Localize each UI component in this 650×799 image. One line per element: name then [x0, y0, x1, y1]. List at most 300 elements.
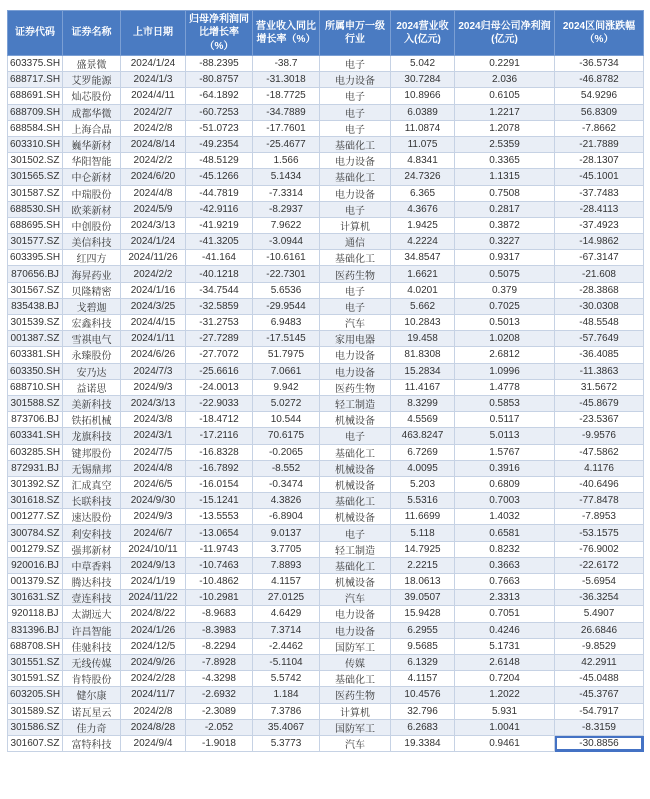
cell[interactable]: 汽车	[320, 590, 391, 606]
cell[interactable]: 463.8247	[391, 428, 455, 444]
cell[interactable]: -8.2294	[186, 638, 253, 654]
cell[interactable]: 安乃达	[63, 363, 121, 379]
cell[interactable]: 11.075	[391, 136, 455, 152]
cell[interactable]: 2024/1/11	[121, 331, 186, 347]
cell[interactable]: 电子	[320, 88, 391, 104]
cell[interactable]: 电子	[320, 282, 391, 298]
cell[interactable]: 2024/3/8	[121, 412, 186, 428]
cell[interactable]: 基础化工	[320, 250, 391, 266]
cell[interactable]: 56.8309	[555, 104, 644, 120]
cell[interactable]: -4.3298	[186, 671, 253, 687]
cell[interactable]: -2.052	[186, 719, 253, 735]
cell[interactable]: 0.2817	[455, 201, 555, 217]
cell[interactable]: 11.6699	[391, 509, 455, 525]
cell[interactable]: 2024/3/25	[121, 298, 186, 314]
cell[interactable]: 301502.SZ	[8, 153, 63, 169]
cell[interactable]: -67.3147	[555, 250, 644, 266]
cell[interactable]: 电力设备	[320, 622, 391, 638]
column-header-7[interactable]: 2024归母公司净利润(亿元)	[455, 11, 555, 56]
cell[interactable]: 2024/6/20	[121, 169, 186, 185]
cell[interactable]: 2024/4/8	[121, 460, 186, 476]
cell[interactable]: 688717.SH	[8, 72, 63, 88]
cell[interactable]: 富特科技	[63, 735, 121, 751]
cell[interactable]: 电力设备	[320, 185, 391, 201]
cell[interactable]: 6.1329	[391, 654, 455, 670]
cell[interactable]: 电力设备	[320, 347, 391, 363]
cell[interactable]: 26.6846	[555, 622, 644, 638]
cell[interactable]: 1.0041	[455, 719, 555, 735]
cell[interactable]: -37.4923	[555, 217, 644, 233]
cell[interactable]: 14.7925	[391, 541, 455, 557]
cell[interactable]: 电力设备	[320, 72, 391, 88]
cell[interactable]: 电子	[320, 56, 391, 72]
cell[interactable]: 603341.SH	[8, 428, 63, 444]
cell[interactable]: 2.2215	[391, 557, 455, 573]
cell[interactable]: -3.0944	[253, 234, 320, 250]
cell[interactable]: 9.942	[253, 379, 320, 395]
cell[interactable]: -30.0308	[555, 298, 644, 314]
cell[interactable]: -38.7	[253, 56, 320, 72]
cell[interactable]: 301631.SZ	[8, 590, 63, 606]
cell[interactable]: -27.7289	[186, 331, 253, 347]
cell[interactable]: 4.2224	[391, 234, 455, 250]
cell[interactable]: -80.8757	[186, 72, 253, 88]
cell[interactable]: -1.9018	[186, 735, 253, 751]
cell[interactable]: 佳力奇	[63, 719, 121, 735]
cell[interactable]: 0.5853	[455, 395, 555, 411]
cell[interactable]: 0.7508	[455, 185, 555, 201]
cell[interactable]: -8.2937	[253, 201, 320, 217]
cell[interactable]: -37.7483	[555, 185, 644, 201]
cell[interactable]: 2.5359	[455, 136, 555, 152]
cell[interactable]: -8.552	[253, 460, 320, 476]
cell[interactable]: 11.4167	[391, 379, 455, 395]
cell[interactable]: 9.5685	[391, 638, 455, 654]
cell[interactable]: 电子	[320, 120, 391, 136]
cell[interactable]: 2024/12/5	[121, 638, 186, 654]
cell[interactable]: 上海合晶	[63, 120, 121, 136]
cell[interactable]: -14.9862	[555, 234, 644, 250]
cell[interactable]: 2024/7/5	[121, 444, 186, 460]
cell[interactable]: -18.7725	[253, 88, 320, 104]
column-header-3[interactable]: 归母净利润同比增长率（%）	[186, 11, 253, 56]
cell[interactable]: 0.3365	[455, 153, 555, 169]
cell[interactable]: 1.9425	[391, 217, 455, 233]
cell[interactable]: 39.0507	[391, 590, 455, 606]
cell[interactable]: 2024/8/22	[121, 606, 186, 622]
cell[interactable]: 10.544	[253, 412, 320, 428]
cell[interactable]: 健尔康	[63, 687, 121, 703]
cell[interactable]: 873706.BJ	[8, 412, 63, 428]
cell[interactable]: 速达股份	[63, 509, 121, 525]
cell[interactable]: 2024/9/13	[121, 557, 186, 573]
cell[interactable]: 艾罗能源	[63, 72, 121, 88]
cell[interactable]: -28.4113	[555, 201, 644, 217]
cell[interactable]: 基础化工	[320, 444, 391, 460]
cell[interactable]: 7.9622	[253, 217, 320, 233]
cell[interactable]: 强邦新材	[63, 541, 121, 557]
cell[interactable]: -7.8662	[555, 120, 644, 136]
cell[interactable]: 10.8966	[391, 88, 455, 104]
cell[interactable]: -11.9743	[186, 541, 253, 557]
cell[interactable]: 2024/6/5	[121, 476, 186, 492]
cell[interactable]: 301586.SZ	[8, 719, 63, 735]
cell[interactable]: 2024/1/16	[121, 282, 186, 298]
cell[interactable]: 1.4778	[455, 379, 555, 395]
cell[interactable]: 0.3916	[455, 460, 555, 476]
cell[interactable]: 688695.SH	[8, 217, 63, 233]
cell[interactable]: 2024/8/28	[121, 719, 186, 735]
cell[interactable]: 301618.SZ	[8, 493, 63, 509]
cell[interactable]: 6.7269	[391, 444, 455, 460]
cell[interactable]: 1.6621	[391, 266, 455, 282]
cell[interactable]: -2.6932	[186, 687, 253, 703]
cell[interactable]: 0.7663	[455, 574, 555, 590]
cell[interactable]: 6.2683	[391, 719, 455, 735]
cell[interactable]: -32.5859	[186, 298, 253, 314]
cell[interactable]: -53.1575	[555, 525, 644, 541]
cell[interactable]: -17.2116	[186, 428, 253, 444]
cell[interactable]: 19.3384	[391, 735, 455, 751]
cell[interactable]: -13.5553	[186, 509, 253, 525]
cell[interactable]: -23.5367	[555, 412, 644, 428]
cell[interactable]: 铁拓机械	[63, 412, 121, 428]
cell[interactable]: 301591.SZ	[8, 671, 63, 687]
cell[interactable]: 27.0125	[253, 590, 320, 606]
cell[interactable]: 603395.SH	[8, 250, 63, 266]
cell[interactable]: -45.1001	[555, 169, 644, 185]
cell[interactable]: 电力设备	[320, 606, 391, 622]
cell[interactable]: 2024/1/3	[121, 72, 186, 88]
cell[interactable]: -25.4677	[253, 136, 320, 152]
cell[interactable]: 1.1315	[455, 169, 555, 185]
cell[interactable]: 长联科技	[63, 493, 121, 509]
cell[interactable]: 基础化工	[320, 493, 391, 509]
cell[interactable]: 电力设备	[320, 363, 391, 379]
cell[interactable]: 7.8893	[253, 557, 320, 573]
cell[interactable]: 佳驰科技	[63, 638, 121, 654]
cell[interactable]: -6.8904	[253, 509, 320, 525]
cell[interactable]: 电子	[320, 201, 391, 217]
cell[interactable]: 利安科技	[63, 525, 121, 541]
cell[interactable]: 欧莱新材	[63, 201, 121, 217]
cell[interactable]: 31.5672	[555, 379, 644, 395]
cell[interactable]: 计算机	[320, 703, 391, 719]
column-header-8[interactable]: 2024区间涨跌幅（%）	[555, 11, 644, 56]
column-header-5[interactable]: 所属申万一级行业	[320, 11, 391, 56]
cell[interactable]: -21.608	[555, 266, 644, 282]
cell[interactable]: 2024/4/8	[121, 185, 186, 201]
cell[interactable]: 2024/11/7	[121, 687, 186, 703]
cell[interactable]: 2024/8/14	[121, 136, 186, 152]
cell[interactable]: 2024/2/28	[121, 671, 186, 687]
cell[interactable]: 301587.SZ	[8, 185, 63, 201]
cell[interactable]: 雪祺电气	[63, 331, 121, 347]
cell[interactable]: -18.4712	[186, 412, 253, 428]
cell[interactable]: 0.5013	[455, 315, 555, 331]
cell[interactable]: 0.3663	[455, 557, 555, 573]
cell[interactable]: 家用电器	[320, 331, 391, 347]
cell[interactable]: 医药生物	[320, 687, 391, 703]
cell[interactable]: 0.7051	[455, 606, 555, 622]
cell[interactable]: -0.3474	[253, 476, 320, 492]
cell[interactable]: 通信	[320, 234, 391, 250]
cell[interactable]: -28.3868	[555, 282, 644, 298]
cell[interactable]: 2024/11/22	[121, 590, 186, 606]
cell[interactable]: 920118.BJ	[8, 606, 63, 622]
cell[interactable]: 2024/2/8	[121, 120, 186, 136]
cell[interactable]: 5.5316	[391, 493, 455, 509]
cell[interactable]: 电力设备	[320, 153, 391, 169]
cell[interactable]: 0.2291	[455, 56, 555, 72]
cell[interactable]: 汇成真空	[63, 476, 121, 492]
cell[interactable]: 1.566	[253, 153, 320, 169]
cell[interactable]: 巍华新材	[63, 136, 121, 152]
cell[interactable]: -8.3983	[186, 622, 253, 638]
cell[interactable]: 电子	[320, 428, 391, 444]
cell[interactable]: -22.7301	[253, 266, 320, 282]
cell[interactable]: -5.6954	[555, 574, 644, 590]
cell[interactable]: 0.6581	[455, 525, 555, 541]
cell[interactable]: -2.4462	[253, 638, 320, 654]
cell[interactable]: 诺瓦星云	[63, 703, 121, 719]
cell[interactable]: 红四方	[63, 250, 121, 266]
cell[interactable]: 603381.SH	[8, 347, 63, 363]
cell[interactable]: 2024/7/3	[121, 363, 186, 379]
cell[interactable]: -51.0723	[186, 120, 253, 136]
cell[interactable]: -36.5734	[555, 56, 644, 72]
cell[interactable]: 2024/9/30	[121, 493, 186, 509]
cell[interactable]: 4.1176	[555, 460, 644, 476]
cell[interactable]: 870656.BJ	[8, 266, 63, 282]
cell[interactable]: 2024/1/24	[121, 234, 186, 250]
cell[interactable]: 7.3714	[253, 622, 320, 638]
cell[interactable]: -10.4862	[186, 574, 253, 590]
column-header-4[interactable]: 营业收入同比增长率（%）	[253, 11, 320, 56]
cell[interactable]: -31.3018	[253, 72, 320, 88]
cell[interactable]: 贝隆精密	[63, 282, 121, 298]
cell[interactable]: 5.5742	[253, 671, 320, 687]
cell[interactable]: 2024/3/13	[121, 217, 186, 233]
cell[interactable]: -9.8529	[555, 638, 644, 654]
cell[interactable]: -45.3767	[555, 687, 644, 703]
cell[interactable]: -57.7649	[555, 331, 644, 347]
cell[interactable]: -8.3159	[555, 719, 644, 735]
cell[interactable]: 电子	[320, 104, 391, 120]
cell[interactable]: 太湖远大	[63, 606, 121, 622]
cell[interactable]: 0.6809	[455, 476, 555, 492]
cell[interactable]: -41.164	[186, 250, 253, 266]
cell[interactable]: 2024/1/26	[121, 622, 186, 638]
cell[interactable]: -88.2395	[186, 56, 253, 72]
cell[interactable]: 0.7003	[455, 493, 555, 509]
cell[interactable]: 机械设备	[320, 412, 391, 428]
cell[interactable]: 6.2955	[391, 622, 455, 638]
cell[interactable]: 1.2078	[455, 120, 555, 136]
cell[interactable]: -64.1892	[186, 88, 253, 104]
cell[interactable]: -29.9544	[253, 298, 320, 314]
cell[interactable]: 2024/6/7	[121, 525, 186, 541]
cell[interactable]: 603310.SH	[8, 136, 63, 152]
cell[interactable]: 001387.SZ	[8, 331, 63, 347]
cell[interactable]: 计算机	[320, 217, 391, 233]
cell[interactable]: -76.9002	[555, 541, 644, 557]
cell[interactable]: -16.8328	[186, 444, 253, 460]
cell[interactable]: -24.0013	[186, 379, 253, 395]
cell[interactable]: -31.2753	[186, 315, 253, 331]
cell[interactable]: 益诺思	[63, 379, 121, 395]
cell[interactable]: 5.203	[391, 476, 455, 492]
cell[interactable]: 603285.SH	[8, 444, 63, 460]
cell[interactable]: 18.0613	[391, 574, 455, 590]
cell[interactable]: 34.8547	[391, 250, 455, 266]
cell[interactable]: 603375.SH	[8, 56, 63, 72]
cell[interactable]: -17.5145	[253, 331, 320, 347]
cell[interactable]: 301577.SZ	[8, 234, 63, 250]
cell[interactable]: 54.9296	[555, 88, 644, 104]
cell[interactable]: -10.7463	[186, 557, 253, 573]
cell[interactable]: 2024/4/15	[121, 315, 186, 331]
cell[interactable]: 9.0137	[253, 525, 320, 541]
cell[interactable]: 0.379	[455, 282, 555, 298]
cell[interactable]: 688584.SH	[8, 120, 63, 136]
cell[interactable]: 戈碧迦	[63, 298, 121, 314]
cell[interactable]: 成都华微	[63, 104, 121, 120]
cell[interactable]: 传媒	[320, 654, 391, 670]
cell[interactable]: 301589.SZ	[8, 703, 63, 719]
cell[interactable]: 0.9461	[455, 735, 555, 751]
cell[interactable]: 中仑新材	[63, 169, 121, 185]
cell[interactable]: 0.5075	[455, 266, 555, 282]
cell[interactable]: 医药生物	[320, 379, 391, 395]
cell[interactable]: 001279.SZ	[8, 541, 63, 557]
cell[interactable]: 5.118	[391, 525, 455, 541]
cell[interactable]: 301588.SZ	[8, 395, 63, 411]
cell[interactable]: 3.7705	[253, 541, 320, 557]
cell[interactable]: 机械设备	[320, 476, 391, 492]
cell[interactable]: -16.0154	[186, 476, 253, 492]
cell[interactable]: -54.7917	[555, 703, 644, 719]
cell[interactable]: -17.7601	[253, 120, 320, 136]
cell[interactable]: 0.7204	[455, 671, 555, 687]
cell[interactable]: 6.9483	[253, 315, 320, 331]
cell[interactable]: -21.7889	[555, 136, 644, 152]
cell[interactable]: 603205.SH	[8, 687, 63, 703]
cell[interactable]: 4.3826	[253, 493, 320, 509]
cell[interactable]: 35.4067	[253, 719, 320, 735]
cell[interactable]: 4.0095	[391, 460, 455, 476]
cell[interactable]: -41.9219	[186, 217, 253, 233]
cell[interactable]: 2024/9/4	[121, 735, 186, 751]
cell[interactable]: 8.3299	[391, 395, 455, 411]
cell[interactable]: 电子	[320, 525, 391, 541]
cell[interactable]: -0.2065	[253, 444, 320, 460]
cell[interactable]: 2024/2/2	[121, 153, 186, 169]
cell[interactable]: 灿芯股份	[63, 88, 121, 104]
cell[interactable]: -7.3314	[253, 185, 320, 201]
cell[interactable]: 2024/4/11	[121, 88, 186, 104]
cell[interactable]: 5.042	[391, 56, 455, 72]
cell[interactable]: 2024/3/1	[121, 428, 186, 444]
cell[interactable]: 5.0272	[253, 395, 320, 411]
cell[interactable]: 2.6812	[455, 347, 555, 363]
cell[interactable]: 5.6536	[253, 282, 320, 298]
cell[interactable]: 1.5767	[455, 444, 555, 460]
column-header-1[interactable]: 证券名称	[63, 11, 121, 56]
cell[interactable]: -40.6496	[555, 476, 644, 492]
cell[interactable]: 0.8232	[455, 541, 555, 557]
cell[interactable]: 688530.SH	[8, 201, 63, 217]
cell[interactable]: 0.7025	[455, 298, 555, 314]
cell[interactable]: 32.796	[391, 703, 455, 719]
cell[interactable]: 腾达科技	[63, 574, 121, 590]
cell[interactable]: 无线传媒	[63, 654, 121, 670]
cell[interactable]: 壹连科技	[63, 590, 121, 606]
cell[interactable]: 2024/10/11	[121, 541, 186, 557]
cell[interactable]: 0.9317	[455, 250, 555, 266]
cell[interactable]: 基础化工	[320, 557, 391, 573]
cell[interactable]: -9.9576	[555, 428, 644, 444]
cell[interactable]: 5.931	[455, 703, 555, 719]
cell[interactable]: 300784.SZ	[8, 525, 63, 541]
cell[interactable]: 10.2843	[391, 315, 455, 331]
cell[interactable]: 中草香料	[63, 557, 121, 573]
cell[interactable]: -45.1266	[186, 169, 253, 185]
cell[interactable]: -44.7819	[186, 185, 253, 201]
cell[interactable]: 4.6429	[253, 606, 320, 622]
cell[interactable]: 7.0661	[253, 363, 320, 379]
column-header-2[interactable]: 上市日期	[121, 11, 186, 56]
cell[interactable]: 688710.SH	[8, 379, 63, 395]
cell[interactable]: 国防军工	[320, 638, 391, 654]
cell[interactable]: 宏鑫科技	[63, 315, 121, 331]
selected-cell[interactable]: -30.8856	[555, 735, 644, 751]
cell[interactable]: 基础化工	[320, 671, 391, 687]
cell[interactable]: 2024/11/26	[121, 250, 186, 266]
cell[interactable]: 无锡鼎邦	[63, 460, 121, 476]
cell[interactable]: 0.3227	[455, 234, 555, 250]
cell[interactable]: 2.3313	[455, 590, 555, 606]
cell[interactable]: -10.6161	[253, 250, 320, 266]
cell[interactable]: 2.6148	[455, 654, 555, 670]
cell[interactable]: 2024/2/8	[121, 703, 186, 719]
cell[interactable]: -77.8478	[555, 493, 644, 509]
cell[interactable]: 4.1157	[253, 574, 320, 590]
cell[interactable]: -27.7072	[186, 347, 253, 363]
cell[interactable]: 872931.BJ	[8, 460, 63, 476]
cell[interactable]: 2024/9/3	[121, 509, 186, 525]
cell[interactable]: 中瑞股份	[63, 185, 121, 201]
cell[interactable]: -22.9033	[186, 395, 253, 411]
cell[interactable]: 美信科技	[63, 234, 121, 250]
cell[interactable]: 1.2217	[455, 104, 555, 120]
cell[interactable]: -40.1218	[186, 266, 253, 282]
cell[interactable]: -15.1241	[186, 493, 253, 509]
cell[interactable]: -48.5548	[555, 315, 644, 331]
cell[interactable]: 键邦股份	[63, 444, 121, 460]
cell[interactable]: 5.1434	[253, 169, 320, 185]
cell[interactable]: 0.6105	[455, 88, 555, 104]
cell[interactable]: 盛景微	[63, 56, 121, 72]
cell[interactable]: -25.6616	[186, 363, 253, 379]
cell[interactable]: 1.0208	[455, 331, 555, 347]
cell[interactable]: 301551.SZ	[8, 654, 63, 670]
cell[interactable]: 2024/5/9	[121, 201, 186, 217]
cell[interactable]: 龙旗科技	[63, 428, 121, 444]
cell[interactable]: 81.8308	[391, 347, 455, 363]
cell[interactable]: -11.3863	[555, 363, 644, 379]
cell[interactable]: 10.4576	[391, 687, 455, 703]
